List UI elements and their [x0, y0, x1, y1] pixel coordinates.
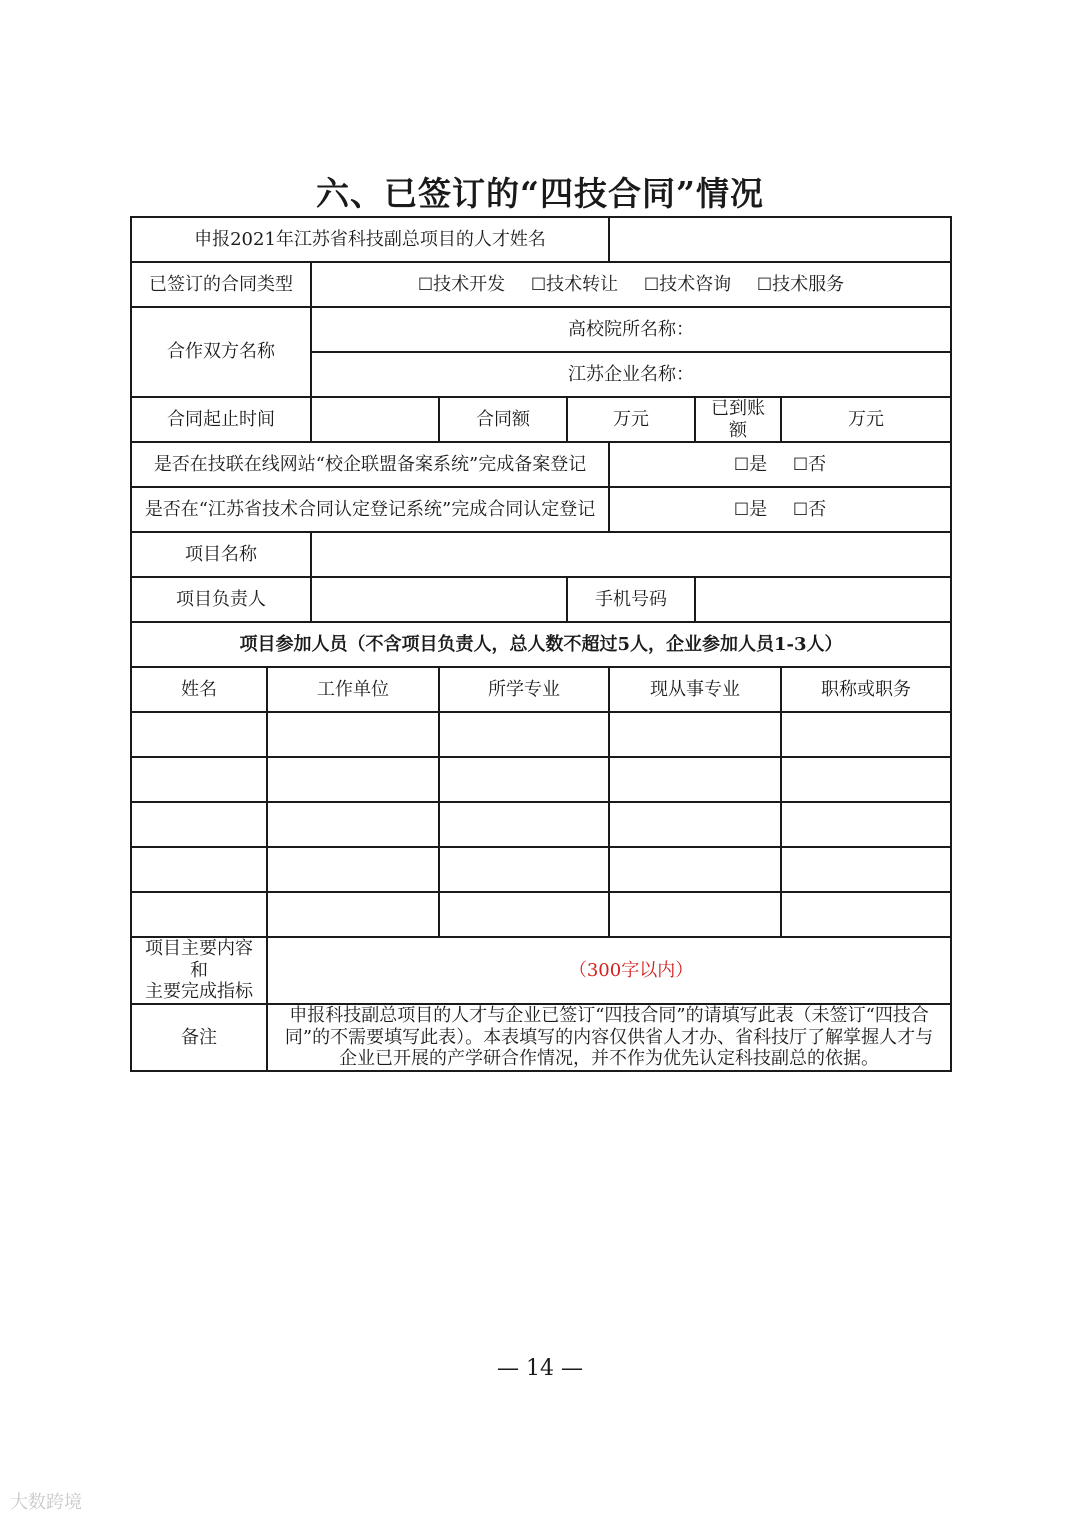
- member-major-cell[interactable]: [439, 892, 609, 937]
- member-major-cell[interactable]: [439, 712, 609, 757]
- member-name-cell[interactable]: [131, 802, 267, 847]
- option-label: 技术咨询: [659, 273, 732, 295]
- member-name-cell[interactable]: [131, 757, 267, 802]
- page-title: 六、已签订的“四技合同”情况: [316, 174, 764, 213]
- contract-amount-label: 合同额: [439, 397, 567, 442]
- member-row: [131, 892, 951, 937]
- member-name-cell[interactable]: [131, 712, 267, 757]
- applicant-name-label: 申报2021年江苏省科技副总项目的人才姓名: [131, 217, 609, 262]
- checkbox-tech-transfer[interactable]: [531, 274, 618, 296]
- member-current-field-cell[interactable]: [609, 712, 781, 757]
- checkbox-icon: ☐: [756, 274, 773, 295]
- page-number: — 14 —: [497, 1356, 583, 1381]
- member-title-cell[interactable]: [781, 757, 951, 802]
- project-leader-field[interactable]: [311, 577, 567, 622]
- contract-period-field[interactable]: [311, 397, 439, 442]
- checkbox-tech-consulting[interactable]: [644, 274, 731, 296]
- filing-question: 是否在技联在线网站“校企联盟备案系统”完成备案登记: [131, 442, 609, 487]
- checkbox-icon: ☐: [643, 274, 660, 295]
- member-row: [131, 847, 951, 892]
- member-employer-cell[interactable]: [267, 757, 439, 802]
- member-current-field-cell[interactable]: [609, 847, 781, 892]
- no-label: 否: [808, 453, 827, 475]
- member-row: [131, 757, 951, 802]
- checkbox-tech-development[interactable]: [418, 274, 505, 296]
- checkbox-icon: ☐: [733, 499, 750, 520]
- column-header-major: 所学专业: [439, 667, 609, 712]
- filing-no-checkbox[interactable]: [793, 454, 826, 476]
- watermark: 大数跨境: [10, 1492, 82, 1513]
- member-title-cell[interactable]: [781, 712, 951, 757]
- project-leader-label: 项目负责人: [131, 577, 311, 622]
- contract-type-label: 已签订的合同类型: [131, 262, 311, 307]
- contract-form-table: [130, 216, 952, 1072]
- parties-label: 合作双方名称: [131, 307, 311, 397]
- member-major-cell[interactable]: [439, 757, 609, 802]
- member-row: [131, 712, 951, 757]
- members-header: 项目参加人员（不含项目负责人，总人数不超过5人，企业参加人员1-3人）: [131, 622, 951, 667]
- content-label-line: 和: [190, 959, 208, 981]
- content-label-line: 项目主要内容: [145, 938, 253, 960]
- university-name-field[interactable]: 高校院所名称：: [311, 307, 951, 352]
- received-amount-label: 已到账额: [695, 397, 781, 442]
- no-label: 否: [808, 498, 827, 520]
- checkbox-icon: ☐: [417, 274, 434, 295]
- member-employer-cell[interactable]: [267, 847, 439, 892]
- column-header-current-field: 现从事专业: [609, 667, 781, 712]
- yes-label: 是: [749, 453, 768, 475]
- project-name-field[interactable]: [311, 532, 951, 577]
- contract-period-label: 合同起止时间: [131, 397, 311, 442]
- checkbox-tech-service[interactable]: [757, 274, 844, 296]
- member-title-cell[interactable]: [781, 802, 951, 847]
- member-current-field-cell[interactable]: [609, 757, 781, 802]
- contract-amount-field[interactable]: 万元: [567, 397, 695, 442]
- company-name-field[interactable]: 江苏企业名称：: [311, 352, 951, 397]
- column-header-name: 姓名: [131, 667, 267, 712]
- member-current-field-cell[interactable]: [609, 802, 781, 847]
- column-header-title: 职称或职务: [781, 667, 951, 712]
- member-name-cell[interactable]: [131, 892, 267, 937]
- member-name-cell[interactable]: [131, 847, 267, 892]
- member-current-field-cell[interactable]: [609, 892, 781, 937]
- registration-yes-checkbox[interactable]: [734, 499, 767, 521]
- registration-no-checkbox[interactable]: [793, 499, 826, 521]
- checkbox-icon: ☐: [792, 499, 809, 520]
- member-title-cell[interactable]: [781, 892, 951, 937]
- member-employer-cell[interactable]: [267, 802, 439, 847]
- option-label: 技术开发: [433, 273, 506, 295]
- member-major-cell[interactable]: [439, 802, 609, 847]
- project-content-field[interactable]: [267, 937, 951, 1004]
- applicant-name-field[interactable]: [609, 217, 951, 262]
- content-label-line: 主要完成指标: [145, 981, 253, 1003]
- checkbox-icon: ☐: [792, 454, 809, 475]
- member-employer-cell[interactable]: [267, 892, 439, 937]
- option-label: 技术转让: [546, 273, 619, 295]
- registration-answer: [609, 487, 951, 532]
- phone-label: 手机号码: [567, 577, 695, 622]
- remarks-label: 备注: [131, 1004, 267, 1071]
- filing-answer: [609, 442, 951, 487]
- project-name-label: 项目名称: [131, 532, 311, 577]
- yes-label: 是: [749, 498, 768, 520]
- checkbox-icon: ☐: [733, 454, 750, 475]
- checkbox-icon: ☐: [530, 274, 547, 295]
- column-header-employer: 工作单位: [267, 667, 439, 712]
- contract-type-options: [311, 262, 951, 307]
- remarks-text: 申报科技副总项目的人才与企业已签订“四技合同”的请填写此表（未签订“四技合同”的不需要填写此表）。本表填写的内容仅供省人才办、省科技厅了解掌握人才与企业已开展的产学研合作情况，并不作为优先认定科技副总的依据。: [267, 1004, 951, 1071]
- phone-field[interactable]: [695, 577, 951, 622]
- filing-yes-checkbox[interactable]: [734, 454, 767, 476]
- word-limit-hint: （300字以内）: [568, 959, 694, 981]
- member-major-cell[interactable]: [439, 847, 609, 892]
- registration-question: 是否在“江苏省技术合同认定登记系统”完成合同认定登记: [131, 487, 609, 532]
- member-title-cell[interactable]: [781, 847, 951, 892]
- project-content-label: [131, 937, 267, 1004]
- option-label: 技术服务: [772, 273, 845, 295]
- received-amount-field[interactable]: 万元: [781, 397, 951, 442]
- member-row: [131, 802, 951, 847]
- member-employer-cell[interactable]: [267, 712, 439, 757]
